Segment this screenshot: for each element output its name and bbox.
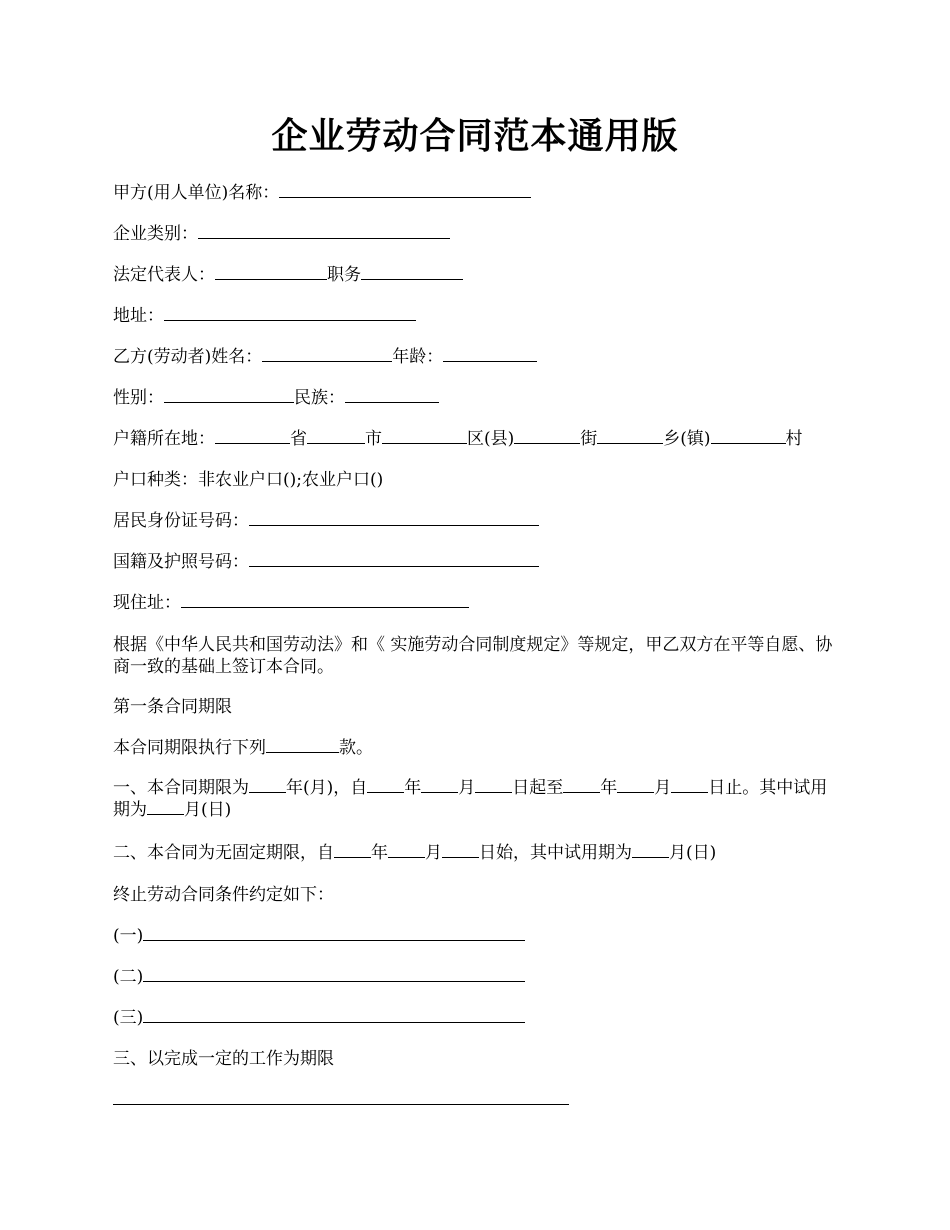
enterprise-type-blank[interactable] <box>198 223 450 239</box>
option2-text-4: 月(日) <box>669 843 717 863</box>
employee-name-blank[interactable] <box>262 346 392 362</box>
employee-name-line <box>113 346 838 368</box>
household-type-text: 户口种类：非农业户口();农业户口() <box>113 470 384 490</box>
current-address-line <box>113 592 838 614</box>
term-select-line <box>113 737 838 759</box>
address-label: 地址： <box>113 306 164 326</box>
option1-text-1: 年(月)，自 <box>286 778 368 798</box>
option3-blank-line <box>113 1089 838 1111</box>
option2-probation-blank[interactable] <box>632 842 669 858</box>
household-type-line <box>113 469 838 491</box>
option2-line <box>113 842 838 864</box>
ethnicity-blank[interactable] <box>345 387 439 403</box>
option2-year-blank[interactable] <box>334 842 371 858</box>
termination-item-1-blank[interactable] <box>143 925 525 941</box>
ethnicity-label: 民族： <box>294 388 345 408</box>
id-number-line <box>113 510 838 532</box>
option2-prefix: 二、本合同为无固定期限，自 <box>113 843 334 863</box>
option1-probation-blank[interactable] <box>147 799 184 815</box>
term-select-blank[interactable] <box>266 737 339 753</box>
province-label: 省 <box>290 429 307 449</box>
village-blank[interactable] <box>711 428 786 444</box>
option1-prefix: 一、本合同期限为 <box>113 778 249 798</box>
city-label: 市 <box>365 429 382 449</box>
province-blank[interactable] <box>215 428 290 444</box>
city-blank[interactable] <box>307 428 365 444</box>
passport-line <box>113 551 838 573</box>
termination-title: 终止劳动合同条件约定如下： <box>113 885 334 905</box>
option1-text-2: 年 <box>404 778 422 798</box>
employee-name-label: 乙方(劳动者)姓名： <box>113 347 263 367</box>
option1-end-day-blank[interactable] <box>671 777 708 793</box>
document-title: 企业劳动合同范本通用版 <box>271 115 679 157</box>
term-select-prefix: 本合同期限执行下列 <box>113 738 266 758</box>
option2-text-3: 日始，其中试用期为 <box>479 843 632 863</box>
option1-start-year-blank[interactable] <box>367 777 404 793</box>
age-label: 年龄： <box>392 347 444 367</box>
option1-text-4: 日起至 <box>512 778 564 798</box>
legal-rep-label: 法定代表人： <box>113 265 215 285</box>
article1-title: 第一条合同期限 <box>113 697 232 717</box>
termination-item-3-blank[interactable] <box>143 1007 525 1023</box>
household-label: 户籍所在地： <box>113 429 215 449</box>
position-label: 职务 <box>327 265 361 285</box>
town-blank[interactable] <box>597 428 663 444</box>
employer-name-label: 甲方(用人单位)名称： <box>113 183 280 203</box>
position-blank[interactable] <box>361 264 463 280</box>
employer-name-line <box>113 182 838 204</box>
option1-text-3: 月 <box>458 778 476 798</box>
passport-blank[interactable] <box>249 551 539 567</box>
term-select-suffix: 款。 <box>339 738 373 758</box>
town-label: 乡(镇) <box>663 429 711 449</box>
option1-start-day-blank[interactable] <box>475 777 512 793</box>
employer-name-blank[interactable] <box>279 182 531 198</box>
termination-item-2 <box>113 966 838 988</box>
gender-line <box>113 387 838 409</box>
preamble-paragraph: 根据《中华人民共和国劳动法》和《 实施劳动合同制度规定》等规定，甲乙双方在平等自愿、协商一致的基础上签订本合同。 <box>113 635 833 677</box>
option1-text-7: 日止。其中试用期为 <box>113 778 828 820</box>
current-address-label: 现住址： <box>113 593 181 613</box>
termination-item-2-label: (二) <box>113 967 144 987</box>
option1-text-5: 年 <box>600 778 618 798</box>
enterprise-type-label: 企业类别： <box>113 224 198 244</box>
address-line <box>113 305 838 327</box>
option2-text-2: 月 <box>425 843 442 863</box>
id-number-label: 居民身份证号码： <box>113 511 249 531</box>
gender-blank[interactable] <box>164 387 294 403</box>
age-blank[interactable] <box>443 346 537 362</box>
legal-rep-blank[interactable] <box>215 264 327 280</box>
option2-text-1: 年 <box>371 843 388 863</box>
option1-start-month-blank[interactable] <box>421 777 458 793</box>
option1-end-year-blank[interactable] <box>563 777 600 793</box>
passport-label: 国籍及护照号码： <box>113 552 249 572</box>
id-number-blank[interactable] <box>249 510 539 526</box>
enterprise-type-line <box>113 223 838 245</box>
current-address-blank[interactable] <box>181 592 469 608</box>
option2-day-blank[interactable] <box>442 842 479 858</box>
district-blank[interactable] <box>382 428 467 444</box>
street-label: 街 <box>580 429 598 449</box>
gender-label: 性别： <box>113 388 164 408</box>
termination-item-1 <box>113 925 838 947</box>
termination-item-3 <box>113 1007 838 1029</box>
option1-text-8: 月(日) <box>184 800 232 820</box>
termination-item-1-label: (一) <box>113 926 144 946</box>
household-line <box>113 428 838 450</box>
legal-rep-line <box>113 264 838 286</box>
option1-paragraph <box>113 777 838 821</box>
village-label: 村 <box>785 429 803 449</box>
termination-item-3-label: (三) <box>113 1008 144 1028</box>
option1-text-6: 月 <box>654 778 672 798</box>
option3-blank[interactable] <box>113 1089 569 1105</box>
district-label: 区(县) <box>467 429 515 449</box>
address-blank[interactable] <box>164 305 416 321</box>
option1-years-blank[interactable] <box>249 777 286 793</box>
option2-month-blank[interactable] <box>388 842 425 858</box>
street-blank[interactable] <box>514 428 580 444</box>
termination-item-2-blank[interactable] <box>143 966 525 982</box>
option3-line: 三、以完成一定的工作为期限 <box>113 1049 334 1069</box>
option1-end-month-blank[interactable] <box>617 777 654 793</box>
